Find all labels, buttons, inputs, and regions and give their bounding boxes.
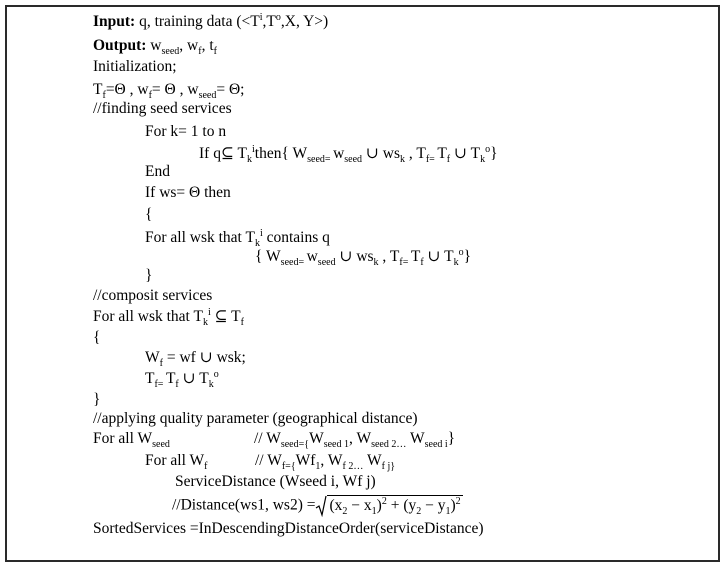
sorted-services-line: SortedServices =InDescendingDistanceOrder(serviceDistance) (93, 520, 484, 537)
for-all-wf-line: For all $W_f$ (145, 452, 208, 473)
close-brace-1: } (145, 267, 153, 284)
wf-assign-line: $W_f$ = wf ∪ wsk; (145, 349, 246, 370)
if-q-line: If q⊆ $T_k^ithen${ $W_{seed=}$ $w_{seed}$ ∪ $ws_k$ , $T_{f=}$ $T_f$ ∪ $T_k^o$} (199, 143, 498, 166)
init-line: Initialization; (93, 58, 177, 75)
tf-assign-line: $T_{f=}$ $T_f$ ∪ $T_k^o$ (145, 368, 219, 391)
init-assign-line: $T_f=\Theta$ , $w_f= \Theta$ , $w_{seed}= \Theta$; (93, 81, 245, 102)
service-distance-line: ServiceDistance (Wseed i, Wf j) (175, 473, 376, 490)
comment-quality: //applying quality parameter (geographical distance) (93, 410, 418, 427)
for-all-wsk-subset-line: For all wsk that $T_k^i$ ⊆ $T_f$ (93, 306, 244, 329)
for-k-line: For k= 1 to n (145, 123, 227, 140)
radicand: $(x_2 - x_1)^2 + (y_2 - y_1)^2$ (329, 495, 461, 517)
for-all-wseed-line: For all $W_{seed}$ (93, 430, 170, 451)
wseed-set-comment: // $W_{seed=\{}W_{seed 1}$, $W_{seed 2\dots}$ $W_{seed i}$} (254, 430, 456, 451)
comment-composit: //composit services (93, 287, 213, 304)
open-brace-2: { (93, 329, 101, 346)
for-all-wsk-line: For all wsk that $T_k^i$ contains q (145, 227, 330, 250)
radical-sign (315, 495, 327, 517)
end-line: End (145, 163, 170, 180)
open-brace-1: { (145, 206, 153, 223)
distance-formula-line: //Distance(ws1, $ws2) = (x_2 - x_1)^2 + (y_2 - y_1)^2$ (172, 495, 461, 517)
input-line: Input: q, training data ($<T^i,T^o,X$, Y>) (93, 11, 329, 30)
wf-set-comment: // $W_{f=\{}Wf_1$, $W_{f 2\dots}$ $W_{f j\}}$ (255, 452, 396, 473)
close-brace-2: } (93, 391, 101, 408)
if-ws-line: If ws= Θ then (145, 184, 231, 201)
output-line: Output: $w_{seed}$, $w_f$, $t_f$ (93, 37, 217, 58)
comment-seed: //finding seed services (93, 100, 232, 117)
sqrt-formula (315, 495, 462, 517)
inner-assign-line: { $W_{seed=}$ $w_{seed}$ ∪ $ws_k$ , $T_{f=}$ $T_f$ ∪ $T_k^o$} (255, 246, 472, 269)
